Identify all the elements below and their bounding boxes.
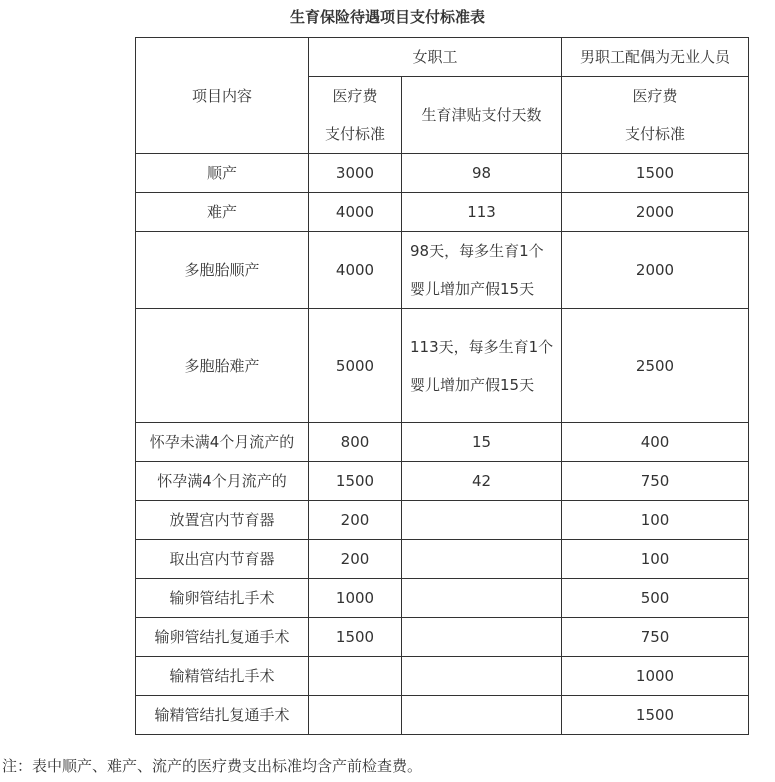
row-item: 怀孕未满4个月流产的 — [136, 423, 309, 462]
row-medical — [309, 696, 402, 735]
row-days: 98 — [402, 154, 562, 193]
row-male: 100 — [562, 501, 749, 540]
row-male: 2000 — [562, 193, 749, 232]
table-row — [136, 154, 749, 193]
header-medical — [309, 77, 402, 154]
row-male: 400 — [562, 423, 749, 462]
row-medical: 4000 — [309, 193, 402, 232]
row-days: 113天，每多生育1个婴儿增加产假15天 — [402, 309, 562, 423]
row-medical: 1500 — [309, 462, 402, 501]
row-days: 42 — [402, 462, 562, 501]
row-days — [402, 501, 562, 540]
row-male: 100 — [562, 540, 749, 579]
header-medical-line2: 支付标准 — [324, 125, 385, 143]
row-medical: 200 — [309, 540, 402, 579]
table-row — [136, 579, 749, 618]
row-medical: 1500 — [309, 618, 402, 657]
row-days — [402, 618, 562, 657]
row-days — [402, 579, 562, 618]
table-row — [136, 501, 749, 540]
row-male: 1500 — [562, 696, 749, 735]
row-male: 1500 — [562, 154, 749, 193]
row-item: 难产 — [136, 193, 309, 232]
header-allowance-days: 生育津贴支付天数 — [402, 77, 562, 154]
row-medical: 1000 — [309, 579, 402, 618]
row-medical: 3000 — [309, 154, 402, 193]
table-row — [136, 193, 749, 232]
payment-standard-table — [135, 37, 749, 735]
row-medical — [309, 657, 402, 696]
row-days — [402, 540, 562, 579]
table-row — [136, 540, 749, 579]
header-male-medical-line1: 医疗费 — [632, 87, 678, 105]
row-male: 750 — [562, 462, 749, 501]
header-medical-line1: 医疗费 — [332, 87, 378, 105]
row-days — [402, 657, 562, 696]
row-male: 2500 — [562, 309, 749, 423]
row-medical: 800 — [309, 423, 402, 462]
table-row — [136, 462, 749, 501]
row-days: 15 — [402, 423, 562, 462]
footnote: 注：表中顺产、难产、流产的医疗费支出标准均含产前检查费。 — [2, 757, 423, 775]
row-item: 输精管结扎复通手术 — [136, 696, 309, 735]
row-item: 输卵管结扎手术 — [136, 579, 309, 618]
row-male: 1000 — [562, 657, 749, 696]
row-days: 113 — [402, 193, 562, 232]
table-row — [136, 657, 749, 696]
row-days — [402, 696, 562, 735]
row-male: 500 — [562, 579, 749, 618]
header-female-group: 女职工 — [309, 38, 562, 77]
table-row — [136, 618, 749, 657]
row-medical: 4000 — [309, 232, 402, 309]
table-row — [136, 309, 749, 423]
row-item: 顺产 — [136, 154, 309, 193]
row-item: 取出宫内节育器 — [136, 540, 309, 579]
row-item: 怀孕满4个月流产的 — [136, 462, 309, 501]
row-item: 输精管结扎手术 — [136, 657, 309, 696]
row-item: 输卵管结扎复通手术 — [136, 618, 309, 657]
row-item: 放置宫内节育器 — [136, 501, 309, 540]
table-title: 生育保险待遇项目支付标准表 — [289, 8, 485, 26]
row-male: 750 — [562, 618, 749, 657]
row-medical: 200 — [309, 501, 402, 540]
header-male-group: 男职工配偶为无业人员 — [562, 38, 749, 77]
row-days: 98天，每多生育1个婴儿增加产假15天 — [402, 232, 562, 309]
header-male-medical — [562, 77, 749, 154]
table-row — [136, 423, 749, 462]
table-row — [136, 232, 749, 309]
row-medical: 5000 — [309, 309, 402, 423]
header-item: 项目内容 — [136, 38, 309, 154]
header-male-medical-line2: 支付标准 — [625, 125, 686, 143]
row-item: 多胞胎顺产 — [136, 232, 309, 309]
row-male: 2000 — [562, 232, 749, 309]
table-row — [136, 696, 749, 735]
row-item: 多胞胎难产 — [136, 309, 309, 423]
